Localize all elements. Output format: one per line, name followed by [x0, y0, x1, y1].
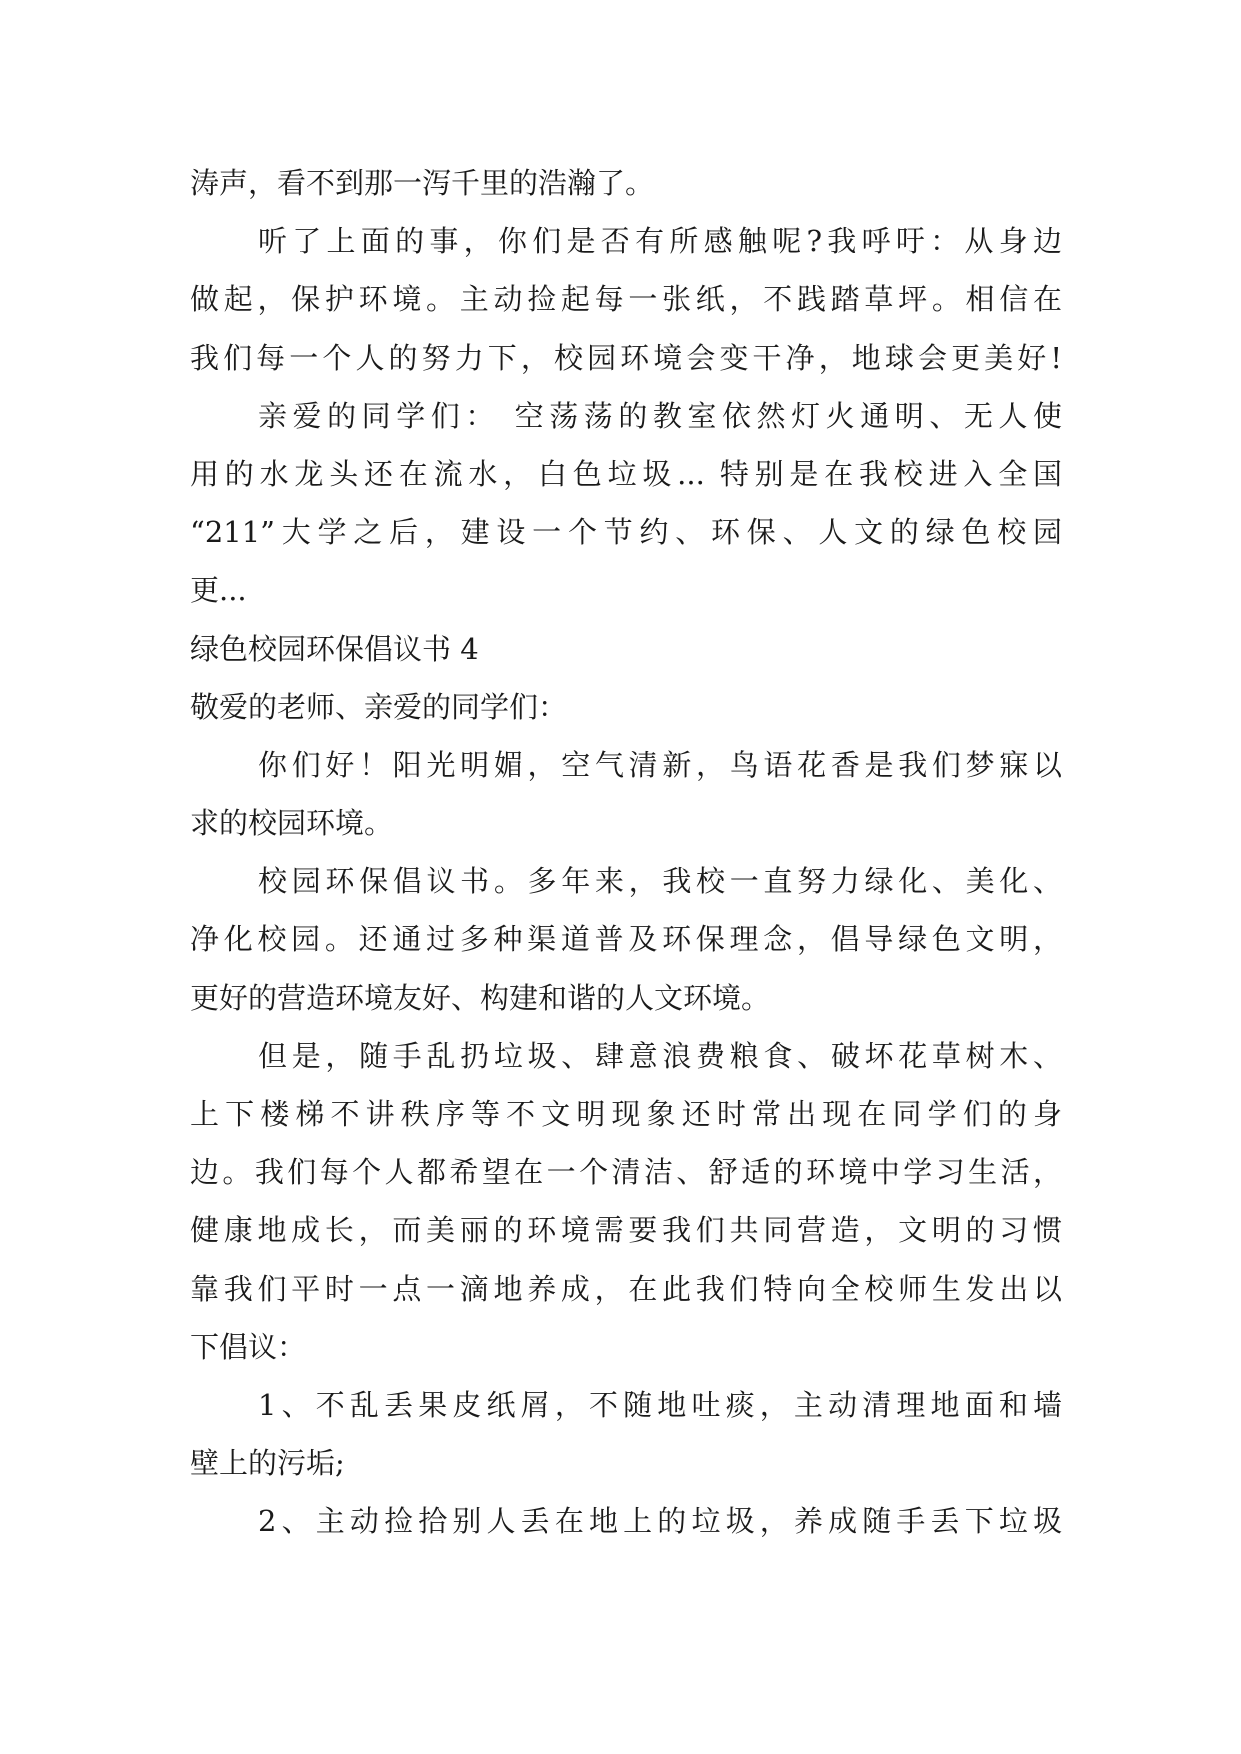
text-line: 边。我们每个人都希望在一个清洁、舒适的环境中学习生活， — [190, 1155, 1062, 1190]
text-line: 净化校园。还通过多种渠道普及环保理念，倡导绿色文明， — [190, 922, 1062, 957]
text-line: 上下楼梯不讲秩序等不文明现象还时常出现在同学们的身 — [190, 1097, 1062, 1131]
text-line: 敬爱的老师、亲爱的同学们： — [190, 689, 568, 724]
text-line: 我们每一个人的努力下，校园环境会变干净，地球会更美好! — [190, 340, 1062, 375]
text-line: 更... — [190, 573, 247, 608]
text-line: 下倡议： — [190, 1329, 307, 1364]
text-line: 用的水龙头还在流水，白色垃圾... 特别是在我校进入全国 — [190, 456, 1062, 491]
text-line: 壁上的污垢; — [190, 1446, 345, 1481]
document-body — [190, 154, 1062, 1551]
text-line: 1、不乱丢果皮纸屑，不随地吐痰，主动清理地面和墙 — [258, 1387, 1062, 1422]
text-line: 你们好！阳光明媚，空气清新，鸟语花香是我们梦寐以 — [258, 747, 1062, 782]
text-line: 靠我们平时一点一滴地养成，在此我们特向全校师生发出以 — [190, 1271, 1062, 1306]
text-line: 更好的营造环境友好、构建和谐的人文环境。 — [190, 980, 771, 1015]
text-line: 求的校园环境。 — [190, 806, 394, 841]
text-line: 听了上面的事，你们是否有所感触呢?我呼吁：从身边 — [258, 224, 1062, 259]
text-line: 校园环保倡议书。多年来，我校一直努力绿化、美化、 — [258, 864, 1062, 899]
text-line: 做起，保护环境。主动捡起每一张纸，不践踏草坪。相信在 — [190, 282, 1062, 317]
text-line: 涛声，看不到那一泻千里的浩瀚了。 — [190, 166, 655, 200]
text-line: 但是，随手乱扔垃圾、肆意浪费粮食、破坏花草树木、 — [258, 1038, 1062, 1073]
text-line: “211”大学之后，建设一个节约、环保、人文的绿色校园 — [190, 515, 1062, 550]
text-line: 健康地成长，而美丽的环境需要我们共同营造，文明的习惯 — [190, 1213, 1062, 1248]
text-line: 亲爱的同学们： 空荡荡的教室依然灯火通明、无人使 — [258, 398, 1062, 433]
text-line: 2、主动捡拾别人丢在地上的垃圾，养成随手丢下垃圾 — [258, 1504, 1062, 1539]
text-line: 绿色校园环保倡议书 4 — [190, 631, 479, 666]
